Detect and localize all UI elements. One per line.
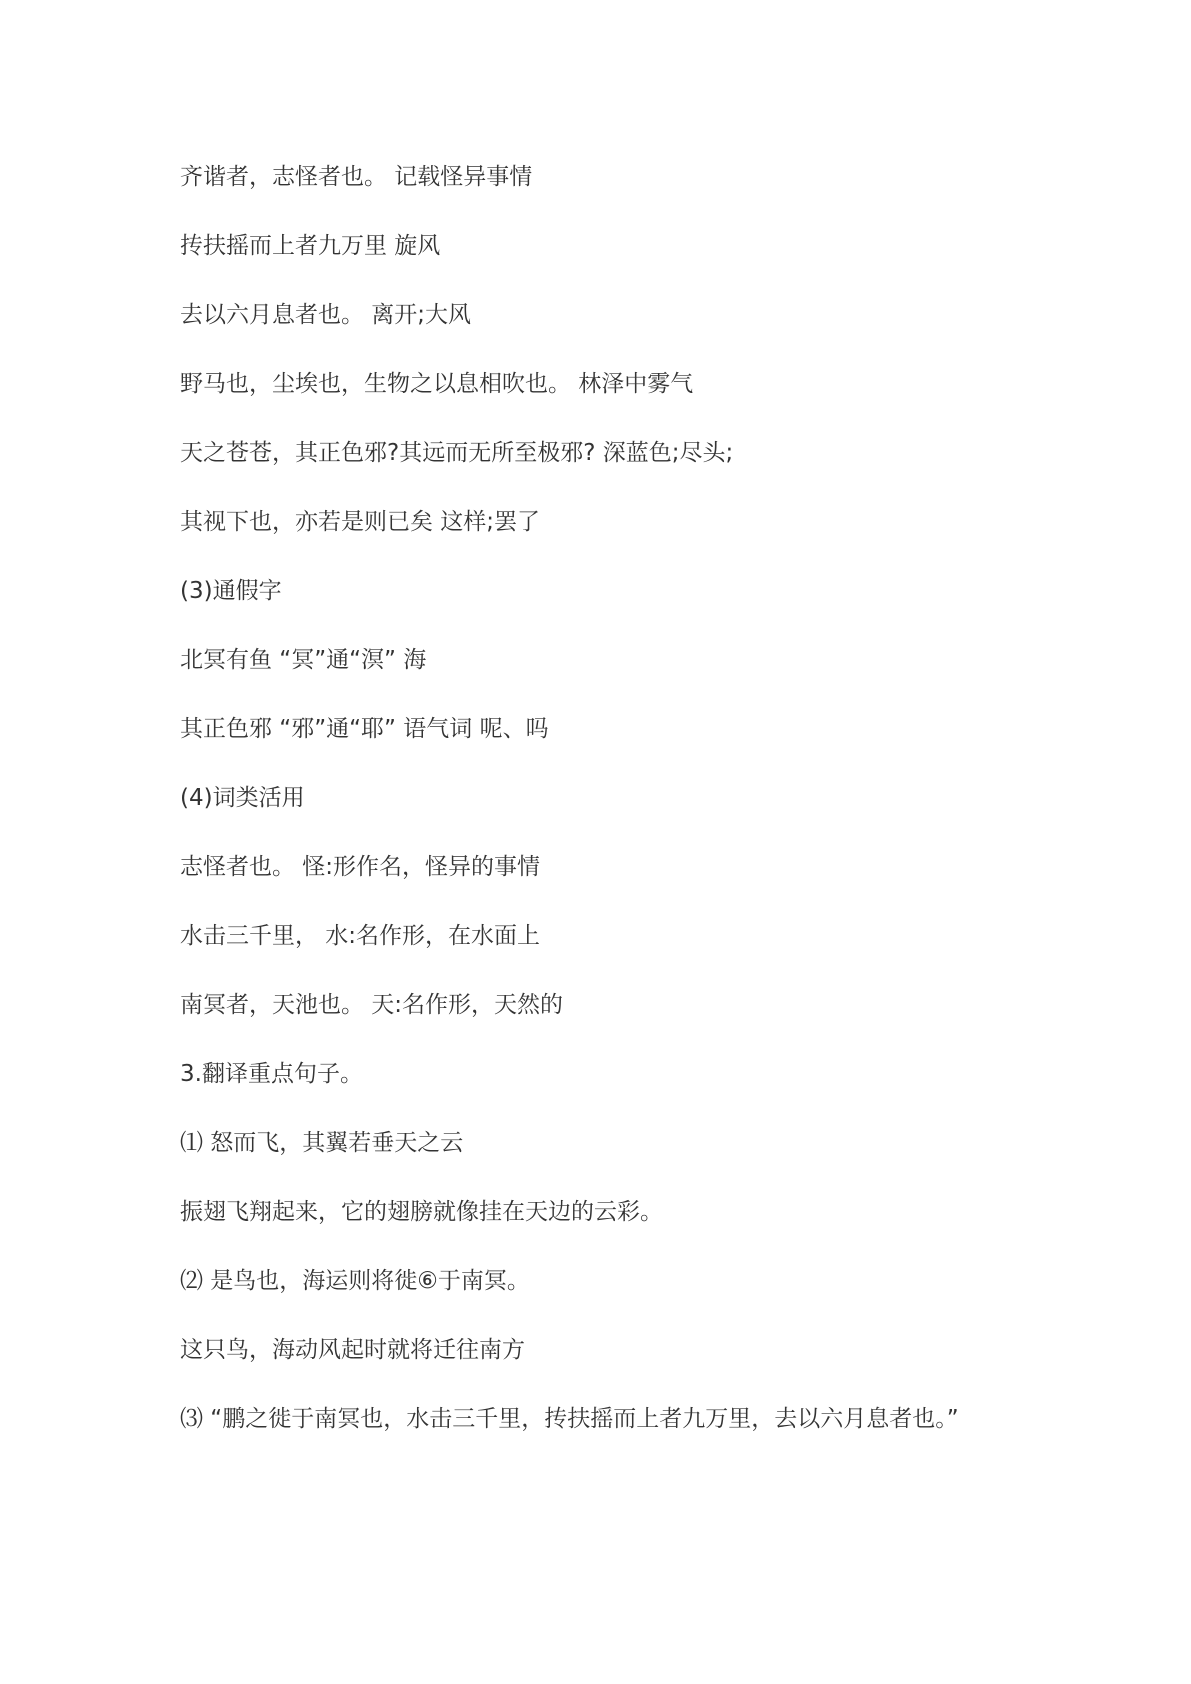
- sentence-2: ⑵ 是鸟也，海运则将徙⑥于南冥。: [180, 1268, 530, 1294]
- section-heading-translation: 3.翻译重点句子。: [180, 1061, 363, 1087]
- text-line: 天之苍苍，其正色邪?其远而无所至极邪? 深蓝色;尽头;: [180, 440, 734, 466]
- text-line: 北冥有鱼 “冥”通“溟” 海: [180, 647, 427, 673]
- text-line: 水击三千里， 水:名作形，在水面上: [180, 923, 541, 949]
- text-line: 南冥者，天池也。 天:名作形，天然的: [180, 992, 564, 1018]
- text-line: 齐谐者，志怪者也。 记载怪异事情: [180, 164, 533, 190]
- sentence-1: ⑴ 怒而飞，其翼若垂天之云: [180, 1130, 464, 1156]
- text-line: 其正色邪 “邪”通“耶” 语气词 呢、吗: [180, 716, 549, 742]
- text-line: 志怪者也。 怪:形作名，怪异的事情: [180, 854, 541, 880]
- sentence-3: ⑶ “鹏之徙于南冥也，水击三千里，抟扶摇而上者九万里，去以六月息者也。”: [180, 1406, 959, 1432]
- document-body: [180, 155, 1010, 1441]
- text-line: 去以六月息者也。 离开;大风: [180, 302, 472, 328]
- section-heading-cileihuoyong: (4)词类活用: [180, 785, 305, 811]
- section-heading-tongjiazi: (3)通假字: [180, 578, 282, 604]
- text-line: 野马也，尘埃也，生物之以息相吹也。 林泽中雾气: [180, 371, 694, 397]
- translation-2: 这只鸟，海动风起时就将迁往南方: [180, 1337, 525, 1363]
- text-line: 抟扶摇而上者九万里 旋风: [180, 233, 441, 259]
- translation-1: 振翅飞翔起来，它的翅膀就像挂在天边的云彩。: [180, 1199, 663, 1225]
- text-line: 其视下也，亦若是则已矣 这样;罢了: [180, 509, 541, 535]
